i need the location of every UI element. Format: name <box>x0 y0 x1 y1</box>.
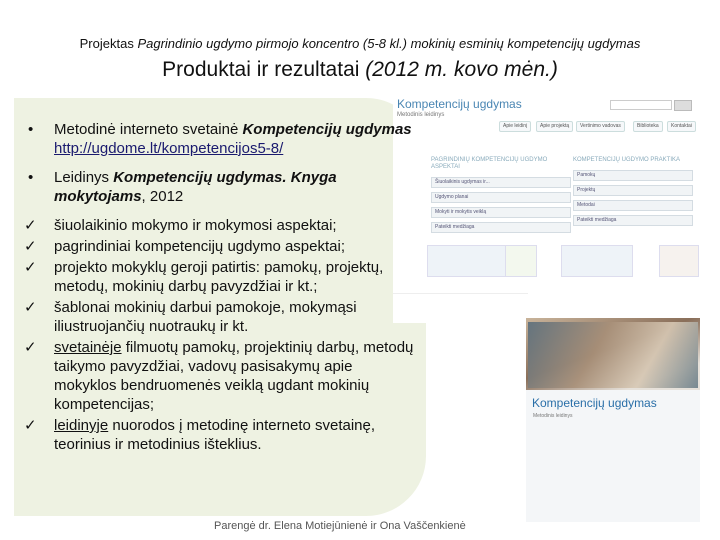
item-text: nuorodos į metodinę interneto svetainę, teorinius ir metodinius išteklius. <box>54 417 376 453</box>
title-main: Produktai ir rezultatai <box>162 58 366 81</box>
author-footer: Parengė dr. Elena Motiejūnienė ir Ona Vaščenkienė <box>214 520 466 532</box>
product-list <box>24 120 414 456</box>
item-underlined: svetainėje <box>54 339 122 356</box>
checkmark-icon: ✓ <box>24 238 37 255</box>
website-search-input <box>610 100 672 110</box>
item-text: pagrindiniai kompetencijų ugdymo aspektai; <box>54 238 346 255</box>
item-bold-italic: Kompetencijų ugdymas. Knyga mokytojams <box>54 169 337 205</box>
website-row: Projektų <box>573 185 693 196</box>
list-item-check <box>24 298 414 336</box>
eu-flag-icon <box>561 245 633 277</box>
website-subtitle: Metodinis leidinys <box>397 112 445 118</box>
website-search-button <box>674 100 692 111</box>
website-row: Pateikti medžiaga <box>431 222 571 233</box>
website-logos <box>393 245 700 285</box>
website-row: Ugdymo planai <box>431 192 571 203</box>
checkmark-icon: ✓ <box>24 217 37 234</box>
item-text: Leidinys <box>54 169 114 186</box>
book-subtitle: Metodinis leidinys <box>533 413 573 419</box>
website-nav-item: Biblioteka <box>633 121 663 132</box>
list-item-check <box>24 216 414 235</box>
subtitle-prefix: Projektas <box>79 36 138 51</box>
website-nav-item: Apie projektą <box>536 121 573 132</box>
item-underlined: leidinyje <box>54 417 109 434</box>
item-bold-italic: Kompetencijų ugdymas <box>242 121 412 138</box>
checkmark-icon: ✓ <box>24 339 37 356</box>
website-column-practice <box>573 157 693 230</box>
eu-flag-icon <box>427 245 507 277</box>
subtitle-italic: Pagrindinio ugdymo pirmojo koncentro (5-8 kl.) mokinių esminių kompetencijų ugdymas <box>137 36 641 51</box>
website-row: Pamokų <box>573 170 693 181</box>
website-header <box>393 93 700 119</box>
item-text: projekto mokyklų geroji patirtis: pamokų, projektų, metodų, mokinių darbų pavyzdžiai ir kt.; <box>54 259 384 295</box>
list-item-website <box>24 120 414 158</box>
list-item-book <box>24 168 414 206</box>
list-item-check <box>24 237 414 256</box>
website-row: Mokyti ir mokytis veiklą <box>431 207 571 218</box>
organization-logo-icon <box>659 245 699 277</box>
checkmark-icon: ✓ <box>24 417 37 434</box>
website-row: Metodai <box>573 200 693 211</box>
website-row: Šiuolaikinis ugdymas ir... <box>431 177 571 188</box>
leaf-logo-icon <box>505 245 537 277</box>
website-screenshot <box>393 93 700 323</box>
website-nav-item: Vertinimo vadovas <box>576 121 625 132</box>
website-column-aspects <box>431 157 571 237</box>
website-link[interactable]: http://ugdome.lt/kompetencijos5-8/ <box>54 140 284 157</box>
item-text: Metodinė interneto svetainė <box>54 121 243 138</box>
title-date: (2012 m. kovo mėn.) <box>365 58 558 81</box>
checkmark-icon: ✓ <box>24 259 37 276</box>
book-title: Kompetencijų ugdymas <box>532 396 657 410</box>
list-item-check <box>24 416 414 454</box>
item-text: šiuolaikinio mokymo ir mokymosi aspektai; <box>54 217 337 234</box>
website-logo: Kompetencijų ugdymas <box>397 97 522 111</box>
website-column-heading: PAGRINDINIŲ KOMPETENCIJŲ UGDYMO ASPEKTAI <box>431 157 548 170</box>
list-item-check <box>24 258 414 296</box>
classroom-photo <box>528 322 698 388</box>
website-nav <box>393 121 700 133</box>
website-row: Pateikti medžiaga <box>573 215 693 226</box>
book-cover <box>526 318 700 522</box>
checkmark-icon: ✓ <box>24 299 37 316</box>
project-subtitle <box>0 36 720 51</box>
item-text: filmuotų pamokų, projektinių darbų, metodų taikymo pavyzdžiai, vadovų pasisakymų apie mokyklos bendruomenės veiklą ugdant mokinių kompetencijas; <box>54 339 414 413</box>
slide-title <box>0 58 720 82</box>
website-nav-item: Kontaktai <box>667 121 696 132</box>
bullet-icon: • <box>28 169 34 186</box>
website-column-heading: KOMPETENCIJŲ UGDYMO PRAKTIKA <box>573 157 681 163</box>
website-nav-item: Apie leidinį <box>499 121 531 132</box>
bullet-icon: • <box>28 121 34 138</box>
item-text: šablonai mokinių darbui pamokoje, mokymąsi iliustruojančių nuotraukų ir kt. <box>54 299 357 335</box>
item-text: , 2012 <box>141 188 184 205</box>
list-item-check <box>24 338 414 414</box>
